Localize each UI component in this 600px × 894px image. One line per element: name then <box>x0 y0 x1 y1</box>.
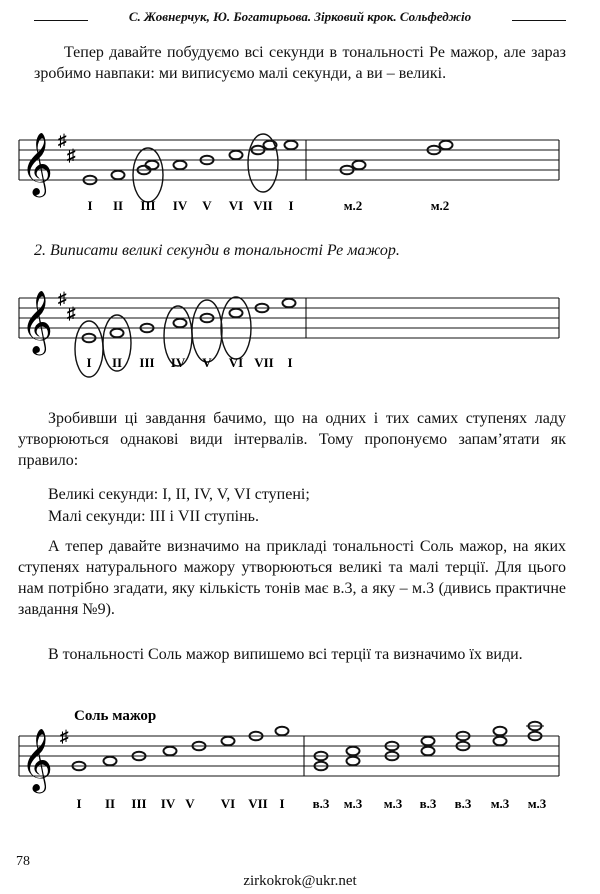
page-number: 78 <box>16 854 30 869</box>
thirds-paragraph-2 <box>18 644 566 665</box>
degree-label: VII <box>254 355 274 370</box>
note-b <box>230 309 243 318</box>
degree-label: IV <box>170 355 186 370</box>
degree-label: II <box>112 198 124 213</box>
note-d3 <box>285 141 298 150</box>
degree-label: VI <box>228 198 244 213</box>
sharp-f-icon: ♯ <box>60 727 69 746</box>
degree-label: III <box>140 198 156 213</box>
interval-label: в.3 <box>454 796 472 811</box>
staff-thirds-g-major <box>0 700 600 830</box>
third-vi-low <box>494 737 507 746</box>
sharp-f-icon: ♯ <box>58 289 67 308</box>
rule-minor-seconds: Малі секунди: III і VII ступінь. <box>48 508 259 525</box>
third-iv-low <box>422 747 435 756</box>
degree-label: I <box>87 198 93 213</box>
note-a <box>104 757 117 766</box>
third-vi-high <box>494 727 507 736</box>
header-rule-right <box>512 20 566 21</box>
sharp-f-icon: ♯ <box>58 131 67 150</box>
header-rule-left <box>34 20 88 21</box>
note-m2-a2 <box>353 161 366 170</box>
degree-label: VII <box>253 198 273 213</box>
interval-circle-vii <box>248 134 278 192</box>
note-m2-b2 <box>440 141 453 150</box>
rule-intro-text: Зробивши ці завдання бачимо, що на одних і тих самих ступенях ладу утворюються однакові види інтервалів. Тому пропонуємо запам’ятати як правило: <box>18 410 566 469</box>
interval-label: м.3 <box>490 796 510 811</box>
interval-label: м.3 <box>343 796 363 811</box>
note-c <box>230 151 243 160</box>
interval-label: м.2 <box>343 198 363 213</box>
degree-label: I <box>279 796 285 811</box>
degree-label: II <box>111 355 123 370</box>
interval-label: в.3 <box>419 796 437 811</box>
intro-paragraph <box>34 42 566 84</box>
note-g <box>174 319 187 328</box>
note-e <box>112 171 125 180</box>
rule-major-seconds: Великі секунди: I, II, IV, V, VI ступені; <box>48 486 310 503</box>
rule-paragraph <box>18 408 566 471</box>
interval-label: м.2 <box>430 198 450 213</box>
sharp-c-icon: ♯ <box>67 146 76 165</box>
degree-label: IV <box>160 796 176 811</box>
interval-label: м.3 <box>527 796 547 811</box>
treble-clef-icon: 𝄞 <box>21 290 53 353</box>
intro-text: Тепер давайте побудуємо всі секунди в тональності Ре мажор, але зараз зробимо навпаки: ми виписуємо малі секунди, а ви – великі. <box>34 44 566 82</box>
thirds-text: А тепер давайте визначимо на прикладі тональності Соль мажор, на яких ступенях натурального мажору утворюються великі та малі терції. Для цього нам потрібно згадати, яку кількість тонів має в.3, а яку – м.3 (дивись практичне завдання №9). <box>18 538 566 618</box>
third-ii-low <box>347 757 360 766</box>
thirds-text-2: В тональності Соль мажор випишемо всі терції та визначимо їх види. <box>48 646 523 663</box>
degree-label: I <box>86 355 92 370</box>
degree-label: I <box>76 796 82 811</box>
note-d2 <box>283 299 296 308</box>
note-g2 <box>276 727 289 736</box>
interval-label: м.3 <box>383 796 403 811</box>
degree-label: III <box>131 796 147 811</box>
note-a <box>174 161 187 170</box>
interval-circle-v <box>192 300 222 362</box>
degree-label: V <box>202 198 212 213</box>
degree-label: VII <box>248 796 268 811</box>
degree-label: VI <box>228 355 244 370</box>
degree-label: VI <box>220 796 236 811</box>
interval-circle-iii <box>133 148 163 202</box>
note-e <box>222 737 235 746</box>
staff-seconds-d-major-example <box>0 118 600 223</box>
degree-label: IV <box>172 198 188 213</box>
degree-label: I <box>287 355 293 370</box>
sharp-c-icon: ♯ <box>67 304 76 323</box>
third-iv-high <box>422 737 435 746</box>
interval-label: в.3 <box>312 796 330 811</box>
note-c <box>164 747 177 756</box>
staff-title: Соль мажор <box>74 708 157 724</box>
running-header: С. Жовнерчук, Ю. Богатирьова. Зірковий крок. Сольфеджіо <box>128 9 472 24</box>
treble-clef-icon: 𝄞 <box>21 728 53 791</box>
treble-clef-icon: 𝄞 <box>21 132 53 195</box>
footer-email: zirkokrok@ukr.net <box>243 873 357 889</box>
staff-major-seconds-task <box>0 276 600 396</box>
thirds-paragraph <box>18 536 566 620</box>
degree-label: I <box>288 198 294 213</box>
task-2-heading: 2. Виписати великі секунди в тональності Ре мажор. <box>34 242 400 259</box>
note-e <box>111 329 124 338</box>
degree-label: II <box>104 796 116 811</box>
degree-label: V <box>185 796 195 811</box>
note-g <box>146 161 159 170</box>
degree-label: III <box>139 355 155 370</box>
third-ii-high <box>347 747 360 756</box>
degree-label: V <box>202 355 212 370</box>
